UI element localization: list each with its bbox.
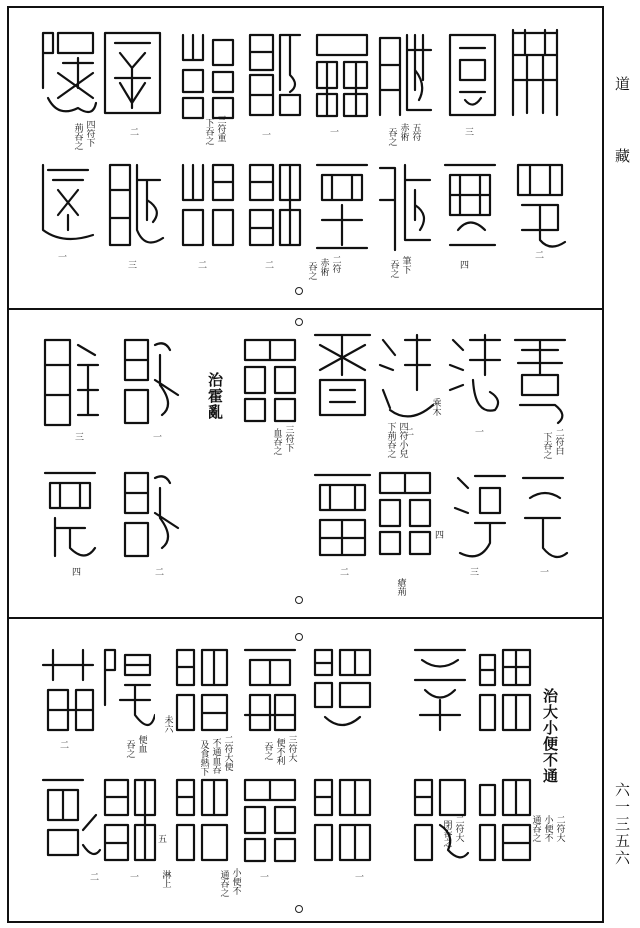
talisman-number: 三 [75, 433, 85, 443]
talisman-seal-glyph [375, 330, 435, 425]
talisman-seal-glyph [312, 160, 372, 255]
talisman-number: 二 [90, 873, 100, 883]
talisman-seal-glyph [445, 30, 500, 120]
talisman-seal-glyph [120, 468, 180, 563]
caption: 三符重 [215, 115, 226, 142]
talisman-number: 二 [340, 568, 350, 578]
talisman-seal-glyph [100, 775, 160, 865]
talisman-seal-glyph [40, 468, 100, 563]
talisman-seal-glyph [505, 25, 565, 120]
talisman-number: 二 [265, 261, 275, 271]
talisman-seal-glyph [240, 775, 300, 865]
caption: 荊吞之 [72, 123, 83, 150]
talisman-seal-glyph [172, 645, 232, 735]
talisman-seal-glyph [120, 335, 180, 430]
talisman-seal-glyph [440, 160, 505, 255]
talisman-seal-glyph [240, 645, 300, 735]
talisman-seal-glyph [245, 160, 305, 255]
talisman-seal-glyph [240, 335, 300, 425]
caption: 下吞之 [203, 118, 214, 145]
caption: 未六 [162, 715, 173, 733]
panel-divider-top [7, 308, 604, 310]
caption: 三符大 [286, 735, 297, 762]
caption: 通吞之 [218, 870, 229, 897]
talisman-seal-glyph [310, 645, 375, 735]
caption: 瘡荊 [395, 578, 406, 596]
caption: 筆下 [400, 256, 411, 274]
talisman-seal-glyph [38, 160, 98, 250]
talisman-number: 四 [460, 261, 470, 271]
caption: 吞之 [388, 260, 399, 278]
talisman-number: 五 [158, 835, 168, 845]
caption: 小便不 [542, 815, 553, 842]
caption: 三符下 [283, 425, 294, 452]
talisman-number: 一 [475, 428, 485, 438]
talisman-seal-glyph [105, 160, 165, 255]
caption: 淋上 [160, 870, 171, 888]
caption: 五符 [410, 123, 421, 141]
talisman-number: 二 [60, 741, 70, 751]
talisman-seal-glyph [375, 30, 435, 120]
caption: 四符下 [84, 120, 95, 147]
talisman-number: 一 [262, 131, 272, 141]
caption: 二符 [330, 255, 341, 273]
talisman-seal-glyph [450, 468, 510, 563]
talisman-seal-glyph [310, 330, 375, 425]
binding-hole [295, 287, 303, 295]
talisman-seal-glyph [38, 28, 98, 120]
talisman-number: 二 [198, 261, 208, 271]
talisman-seal-glyph [100, 28, 165, 118]
talisman-seal-glyph [375, 468, 435, 563]
section-title: 治大小便不通 [541, 688, 559, 784]
margin-collection-2: 藏 [613, 148, 631, 163]
caption: 赤術 [318, 258, 329, 276]
caption: 吞之 [262, 742, 273, 760]
caption: 便不利 [274, 738, 285, 765]
talisman-seal-glyph [375, 160, 435, 255]
talisman-seal-glyph [475, 775, 535, 865]
binding-hole [295, 596, 303, 604]
talisman-seal-glyph [178, 160, 238, 255]
talisman-number: 一 [330, 128, 340, 138]
binding-hole [295, 318, 303, 326]
talisman-number: 一 [540, 568, 550, 578]
caption: 二符大便 [222, 735, 233, 771]
talisman-seal-glyph [100, 645, 155, 740]
binding-hole [295, 905, 303, 913]
caption: 赤術 [398, 123, 409, 141]
caption: 便血 [136, 735, 147, 753]
talisman-seal-glyph [445, 330, 505, 425]
caption: 二符白 [553, 428, 564, 455]
talisman-seal-glyph [38, 775, 103, 870]
caption: 閉吞之 [441, 820, 452, 847]
talisman-seal-glyph [510, 160, 570, 255]
caption: 下荊吞之 [385, 422, 396, 458]
section-title: 治霍亂 [206, 372, 224, 420]
caption: 四符小兒 [397, 422, 408, 458]
talisman-seal-glyph [475, 645, 535, 735]
panel-divider-bottom [7, 617, 604, 619]
caption: 血吞之 [271, 428, 282, 455]
talisman-number: 二 [130, 128, 140, 138]
margin-collection: 道 [613, 76, 631, 91]
caption: 小便不 [230, 868, 241, 895]
talisman-seal-glyph [38, 645, 98, 735]
talisman-number: 四 [435, 531, 445, 541]
talisman-number: 一 [58, 253, 68, 263]
talisman-seal-glyph [310, 470, 375, 565]
talisman-seal-glyph [410, 645, 470, 735]
talisman-seal-glyph [178, 30, 238, 120]
margin-page-number: 六一三五六 [613, 782, 631, 867]
talisman-seal-glyph [310, 775, 375, 865]
caption: 吞之 [124, 740, 135, 758]
caption: 吞之 [306, 262, 317, 280]
talisman-number: 二 [155, 568, 165, 578]
talisman-number: 一 [260, 873, 270, 883]
talisman-seal-glyph [510, 335, 570, 425]
talisman-number: 三 [470, 568, 480, 578]
talisman-number: 三 [128, 261, 138, 271]
talisman-number: 二 [405, 428, 415, 438]
talisman-seal-glyph [40, 335, 100, 430]
caption: 通吞之 [530, 815, 541, 842]
talisman-seal-glyph [245, 30, 305, 120]
talisman-number: 三 [465, 128, 475, 138]
talisman-number: 一 [355, 873, 365, 883]
talisman-seal-glyph [172, 775, 232, 865]
talisman-number: 二 [535, 251, 545, 261]
caption: 吞之 [386, 128, 397, 146]
caption: 二符大 [554, 815, 565, 842]
caption: 二符大 [453, 815, 464, 842]
talisman-number: 一 [130, 873, 140, 883]
talisman-seal-glyph [515, 468, 570, 563]
caption: 下吞之 [541, 432, 552, 459]
talisman-seal-glyph [312, 30, 372, 120]
binding-hole [295, 633, 303, 641]
caption: 及食熱下 [198, 740, 209, 776]
caption: 乘木 [430, 398, 441, 416]
talisman-number: 一 [153, 433, 163, 443]
talisman-number: 四 [72, 568, 82, 578]
caption: 不通血吞 [210, 738, 221, 774]
